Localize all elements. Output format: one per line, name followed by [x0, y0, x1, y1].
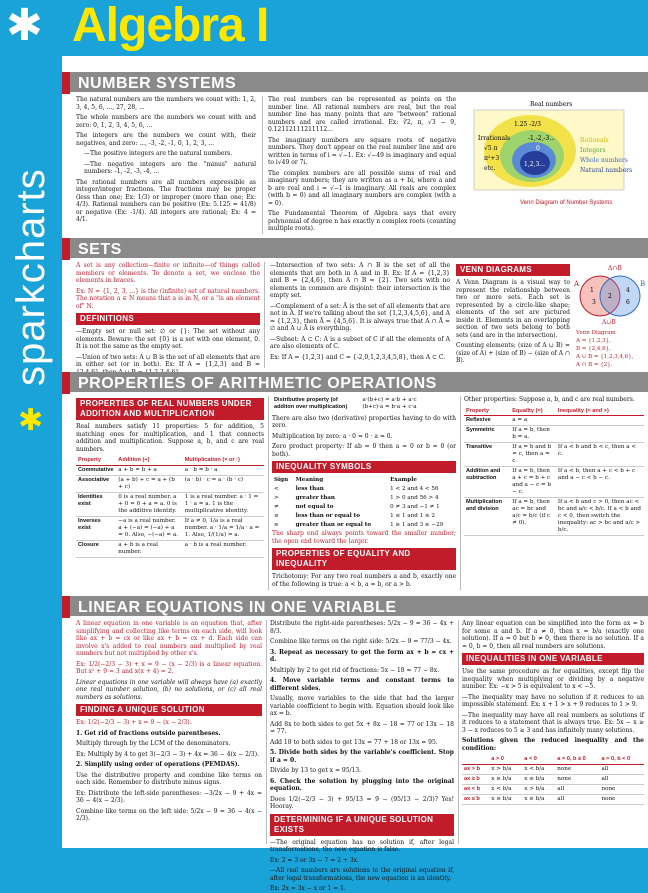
arith-col2: [272, 396, 456, 592]
page-title: Algebra I: [72, 0, 269, 52]
table-row: < less than 1 < 2 and 4 < 56: [274, 486, 439, 493]
th-addition: Addition (+): [116, 456, 182, 465]
ns-real: The real numbers can be represented as points on the number line. All rational numbers are real, but the real number line has many points that are "between" rational numbers and are called irrational. Ex: ∛2, π, √3 − 9, 0.12112111211112...: [268, 96, 456, 133]
venn-col: [456, 262, 570, 370]
step6: 6. Check the solution by plugging into the original equation.: [270, 777, 454, 792]
th-property: Property: [76, 456, 116, 465]
venn-a: A: [574, 280, 580, 288]
venn-cap1: A = {1,2,3},: [576, 338, 611, 344]
table-row: ≥ greater than or equal to 1 ≥ 1 and 3 ≥ −29: [274, 522, 444, 529]
diagram-real-label: Real numbers: [530, 101, 573, 108]
determining-header: DETERMINING IF A UNIQUE SOLUTION EXISTS: [270, 814, 454, 836]
other-props-table: Property Equality (=) Inequality (< and >) Reflexive a = a Symmetric If a = b, then b = a. Transitive If a = b and b = c, then a = c. If a < b and b < c, then a < c. Addition and subtraction If a = b, then a + c = b + c and a − c = b − c. If a < b, then a + c < b + c and a − c < b − c. Multiplication and division If a = b, then ac = bc and a/c = b/c (if c ≠ 0). If a < b and c > 0, then ac < bc and a/c < b/c. If a < b and c < 0, then switch the inequality: ac > bc and a/c > b/c.: [464, 407, 644, 537]
real-props-table: [76, 456, 264, 558]
det-no-sol-ex: Ex: 2 = 3 or 3x − 7 = 2 + 3x.: [270, 856, 359, 864]
table-row: ≠ not equal to 0 ≠ 3 and −1 ≠ 1: [274, 504, 440, 511]
def-subset-ex: Ex: If A = {1,2,3} and C = {-2,0,1,2,3,4,5,8}, then A ⊂ C.: [270, 353, 446, 361]
table-row: > greater than 1 > 0 and 56 > 4: [274, 495, 439, 502]
step1: 1. Get rid of fractions outside parentheses.: [76, 729, 221, 737]
ns-integers: The integers are the numbers we count with, their negatives, and zero: ..., -3, -2, -1, 0, 1, 2, 3, ...: [76, 132, 256, 147]
venn-cap3: A ∪ B = {1,2,3,4,6},: [576, 354, 634, 360]
venn-text: A Venn Diagram is a visual way to represent the relationship between two or more sets. Each set is represented by a circle-like shape; elements of the set are pictured inside it. Elements in an overlapping section of two sets belong to both sets (and are in the intersection).: [456, 279, 570, 339]
step4-text: Usually, move variables to the side that had the larger variable coefficient to begin with. Equation should look like ax = b.: [270, 695, 454, 717]
ineq-table: Sign Meaning Example < less than 1 < 2 and 4 < 56 > greater than 1 > 0 and 56 > 4 ≠ not equal to 0 ≠ 3 and −1 ≠ 1 ≤ less than or equal to 1 ≤ 1 and 1 ≤ 2 ≥ greater than or equal to 1 ≥ 1 and 3 ≥ −29: [272, 476, 456, 530]
venn-cap2: B = {2,4,6},: [576, 346, 611, 352]
lin-ex1: Ex: 1/2(−2/3 − 3) + x = 9 − (x − 2/3) is a linear equation. But x² + 9 = 3 and x(x + 4) = 2.: [76, 660, 262, 675]
irr-etc: etc.: [484, 165, 496, 172]
def-union: —Union of two sets: A ∪ B is the set of all elements that are in either set (or in both). Ex: If A = {1,2,3} and B =: [76, 353, 260, 368]
divider: [264, 262, 265, 368]
table-row: Symmetric If a = b, then b = a.: [464, 426, 644, 443]
ns-complex: The complex numbers are all possible sums of real and imaginary numbers; they are written as a + bi, where a and b are real and i = √−1 is imaginary. All reals are complex (with b = 0) and all imaginary numbers are complex (with a = 0).: [268, 169, 456, 207]
table-row: Identities exist 0 is a real number. a + 0 = 0 + a = a. 0 is the additive identity. 1 is a real number. a · 1 = 1 · a = a. 1 is the multiplicative identity.: [76, 492, 264, 516]
step5: 5. Divide both sides by the variable's coefficient. Stop if a = 0.: [270, 749, 454, 764]
table-row: Addition and subtraction If a = b, then a + c = b + c and a − c = b − c. If a < b, then a + c < b + c and a − c < b − c.: [464, 467, 644, 498]
ns-natural: The natural numbers are the numbers we count with: 1, 2, 3, 4, 5, 6, ..., 27, 28, ...: [76, 96, 256, 111]
header-bar: [0, 0, 648, 56]
arith-col1: [76, 396, 264, 592]
table-row: Inverses exist −a is a real number. a + (−a) = (−a) + a = 0. Also, −(−a) = a. If a ≠ 0, 1/a is a real number. a · 1/a = 1/a · a = 1. Also, 1/(1/a) = a.: [76, 516, 264, 540]
section-header-arith: PROPERTIES OF ARITHMETIC OPERATIONS: [62, 372, 648, 394]
trichotomy: Trichotomy: For any two real numbers a and b, exactly one of the following is true: a < b, a = b, or a > b.: [272, 573, 456, 588]
brand-sidebar: [0, 56, 62, 848]
venn-header: VENN DIAGRAMS: [456, 264, 570, 276]
venn-2: 2: [608, 293, 612, 300]
divider: [262, 96, 263, 234]
venn-bottom: A∪B: [602, 319, 616, 326]
section-header-number-systems: NUMBER SYSTEMS: [62, 72, 648, 94]
def-complement: —Complement of a set: Ā is the set of all elements that are not in A. If we're talking about the set {1,2,3,4,5,6}, and A = {1,2,3}, then Ā = {4,5,6}. It is always true that A ∩ Ā = ∅ and A ∪ Ā is everything.: [270, 302, 450, 332]
real-props-intro: Real numbers satisfy 11 properties: 5 for addition, 5 matching ones for multiplication, and 1 that connects addition and multiplication. Suppose a, b, and c are real numbers.: [76, 423, 264, 453]
asterisk-icon: ✱: [6, 0, 43, 51]
sets-venn-diagram: [572, 262, 648, 370]
rat-examples: 1.25 -2/3: [514, 121, 541, 128]
ineq-symbols-header: INEQUALITY SYMBOLS: [272, 461, 456, 473]
lin-intro: A linear equation in one variable is an equation that, after simplifying and collecting like terms on each side, will look like ax + b = cx or like ax + b = cx + d. Each side can involve x's added to real numbers and multiplied by real numbers but not multiplied by other x's.: [76, 620, 262, 657]
step3: 3. Repeat as necessary to get the form ax + b = cx + d.: [270, 648, 454, 663]
star-icon: ✱: [18, 403, 44, 438]
red-accent: [62, 238, 70, 260]
venn-1: 1: [590, 287, 594, 294]
red-accent: [62, 372, 70, 394]
equality-header: PROPERTIES OF EQUALITY AND INEQUALITY: [272, 548, 456, 570]
nat-examples: 1,2,3...: [524, 161, 545, 168]
table-row: ax ≤ b x ≤ b/a x ≥ b/a all none: [462, 794, 644, 804]
step2-ex2: Combine like terms on the left side: 5/2x − 9 = 36 − 4(x − 2/3).: [76, 807, 262, 822]
lin-col1: [76, 620, 262, 846]
lin-note: Linear equations in one variable will always have (a) exactly one real number solution, (b) no solutions, or (c) all real numbers as solutions.: [76, 678, 262, 701]
venn-cap4: A ∩ B = {2}.: [576, 362, 613, 368]
lin-r5: Solutions given the reduced inequality and the condition:: [462, 737, 644, 752]
lin-ex2: Ex: 1/2(−2/3 − 3) + x = 9 − (x − 2/3).: [76, 719, 192, 726]
table-row: ≤ less than or equal to 1 ≤ 1 and 1 ≤ 2: [274, 513, 435, 520]
lin-r3: —The inequality may have no solution if it reduces to an impossible statement. Ex: x + 1 > x + 9 reduces to 1 > 9.: [462, 693, 644, 708]
number-systems-diagram: [460, 96, 644, 236]
step4-ex2: Add 18 to both sides to get 13x = 77 + 18 or 13x = 95.: [270, 738, 438, 746]
sets-intro-ex: Ex: N = {1, 2, 3, ...} is the (infinite) set of natural numbers. The notation a ∈ N means that a is in N, or a "is an element of" N.: [76, 287, 260, 310]
step4: 4. Move variable terms and constant terms to different sides.: [270, 677, 454, 692]
divider: [268, 396, 269, 590]
ns-fta: The Fundamental Theorem of Algebra says that every polynomial of degree n has exactly n complex roots (counting multiple roots).: [268, 210, 456, 232]
step2-ex: Ex: Distribute the left-side parentheses: −3/2x − 9 + 4x = 36 − 4(x − 2/3).: [76, 789, 262, 804]
diagram-caption: Venn Diagram of Number Systems: [520, 200, 613, 206]
det-all-ex: Ex: 2x = 3x − x or 1 = 1.: [270, 885, 346, 892]
ns-col2: [268, 96, 456, 236]
ineq-one-var-header: INEQUALITIES IN ONE VARIABLE: [462, 653, 644, 665]
step1-text: Multiply through by the LCM of the denominators.: [76, 740, 231, 747]
step2: 2. Simplify using order of operations (PEMDAS).: [76, 761, 240, 768]
ns-rational: The rational numbers are all numbers expressible as integer/integer fractions. The fractions may be proper (less than one; Ex: 1/3) or improper (more than one; Ex: 4/3). Rational numbers can be positive (Ex: 5.125 = 41/8) or negative (Ex: -1/4). All integers are rational; Ex: 4 = 4/1.: [76, 178, 256, 223]
section-header-linear: LINEAR EQUATIONS IN ONE VARIABLE: [62, 596, 648, 618]
det-all: —All real numbers are solutions to the original equation if, after legal transformations, the new equation is an identity.: [270, 867, 454, 882]
arith-col3: [464, 396, 644, 592]
def-subset: —Subset: A ⊂ C: A is a subset of C if all the elements of A are also elements of C.: [270, 335, 450, 350]
definitions-header: DEFINITIONS: [76, 313, 260, 325]
divider: [460, 396, 461, 590]
counting-text: Counting elements: (size of A ∪ B) = (size of A) + (size of B) − (size of A ∩ B).: [456, 342, 570, 364]
ns-whole: The whole numbers are the numbers we count with and zero: 0, 1, 2, 3, 4, 5, 6, ...: [76, 114, 256, 129]
step2-text: Use the distributive property and combine like terms on each side. Remember to distribute minus signs.: [76, 771, 262, 786]
irrationals-label: Irrationals: [478, 135, 511, 142]
table-row: Multiplication and division If a = b, then ac = bc and a/c = b/c (if c ≠ 0). If a < b and c > 0, then ac < bc and a/c < b/c. If a < b and c < 0, then switch the inequality: ac > bc and a/c > b/c.: [464, 498, 644, 536]
step5-ex: Divide by 13 to get x = 95/13.: [270, 767, 362, 774]
set-b-circle: [600, 276, 640, 316]
def-empty: —Empty set or null set: ∅ or {}: The set without any elements. Beware: the set {0} is a set with one element, 0. It is not the same as the empty set.: [76, 328, 260, 350]
venn-3: 3: [592, 299, 596, 306]
lin-col3: [462, 620, 644, 846]
divider: [266, 620, 267, 844]
solutions-table: a > 0 a < 0 a = 0, b ≥ 0 a = 0, b < 0 ax > b x > b/a x < b/a none all ax ≥ b x ≥ b/a x ≤ b/a none all ax < b x < b/a x > b/a all none ax ≤ b x ≤ b/a x ≥ b/a all none: [462, 755, 644, 805]
other-props: Other properties: Suppose a, b, and c are real numbers.: [464, 396, 635, 403]
step4-ex: Add 8x to both sides to get 5x + 8x − 18 = 77 or 13x − 18 = 77.: [270, 720, 454, 735]
det-no-sol: —The original equation has no solution if, after legal transformations, the new equation is false.: [270, 838, 454, 853]
legend-integers: Integers: [580, 147, 606, 154]
red-accent: [62, 596, 70, 618]
table-row: Reflexive a = a: [464, 416, 644, 426]
legend-natural: Natural numbers: [580, 167, 633, 174]
venn-b: B: [640, 280, 646, 288]
real-props-header: PROPERTIES OF REAL NUMBERS UNDER ADDITION AND MULTIPLICATION: [76, 398, 264, 420]
ns-col1: [76, 96, 256, 236]
th-multiplication: Multiplication (× or ·): [183, 456, 264, 465]
red-accent: [62, 72, 70, 94]
dist-table: Distributive property (of additon over multiplication) a·(b+c) = a·b + a·c (b+c)·a = b·a + c·a: [274, 397, 417, 410]
venn-top: A∩B: [608, 265, 622, 272]
table-row: ax > b x > b/a x < b/a none all: [462, 764, 644, 774]
table-row: Commutative a + b = b + a a · b = b · a: [76, 465, 264, 475]
sets-col1: [76, 262, 260, 370]
finding-header: FINDING A UNIQUE SOLUTION: [76, 704, 262, 716]
lin-r4: —The inequality may have all real numbers as solutions if it reduces to a statement that is always true. Ex: 5x − x ≥ 3 − x reduces to 5 ≥ 3 and has infinitely many solutions.: [462, 711, 644, 734]
zero-product: Zero product property: If ab = 0 then a = 0 or b = 0 (or both).: [272, 443, 456, 458]
legend-whole: Whole numbers: [580, 157, 628, 164]
divider: [458, 620, 459, 844]
ns-imaginary: The imaginary numbers are square roots of negative numbers. They don't appear on the real number line and are written in terms of i = √−1. Ex: √−49 is imaginary and equal to i√49 or 7i.: [268, 136, 456, 166]
ineq-note: The sharp end always points toward the smaller number; the open end toward the larger.: [272, 530, 456, 545]
lin-m1: Distribute the right-side parentheses: 5/2x − 9 = 36 − 4x + 8/3.: [270, 620, 454, 635]
brand-text: sparkcharts: [9, 168, 53, 386]
table-row: ax < b x < b/a x > b/a all none: [462, 784, 644, 794]
lin-col2: [270, 620, 454, 892]
step3-ex: Multiply by 2 to get rid of fractions: 5x − 18 = 77 − 8x.: [270, 666, 440, 674]
lin-r1: Any linear equation can be simplified into the form ax = b for some a and b. If a ≠ 0, then x = b/a (exactly one solution). If a = 0 but b ≠ 0, then there is no solution. If a = 0, b = 0, then all real numbers are solutions.: [462, 620, 644, 650]
ns-neg: —The negative integers are the "minus" natural numbers: -1, -2, -3, -4, ...: [84, 160, 256, 175]
irr-examples: √5 π: [484, 145, 498, 152]
ns-pos: —The positive integers are the natural numbers.: [84, 150, 233, 157]
sets-col2: [270, 262, 450, 370]
lin-m2: Combine like terms on the right side: 5/2x − 9 = 77/3 − 4x.: [270, 638, 452, 645]
zero-label: 0: [536, 145, 540, 152]
step6-ex: Does 1/2(−2/3 − 3) + 95/13 = 9 − (95/13 − 2/3)? Yes! Hooray.: [270, 795, 454, 810]
venn-6: 6: [626, 299, 630, 306]
table-row: Closure a + b is a real number. a · b is a real number.: [76, 540, 264, 557]
derived-props: There are also two (derivative) properties having to do with zero.: [272, 414, 456, 430]
legend-rationals: Rationals: [580, 137, 609, 144]
lin-r2: Use the same procedure as for equalities, except flip the inequality when multiplying or dividing by a negative number. Ex: −x > 5 is equivalent to x < −5.: [462, 668, 644, 690]
int-examples: -1,-2,-3...: [528, 135, 556, 142]
irr-examples2: π²+3: [484, 155, 500, 162]
table-row: Transitive If a = b and b = c, then a = c. If a < b and b < c, then a < c.: [464, 443, 644, 467]
venn-4: 4: [626, 287, 630, 294]
mult-zero: Multiplication by zero: a · 0 = 0 · a = 0.: [272, 432, 393, 440]
step1-ex: Ex: Multiply by 4 to get 3(−2/3 − 3) + 4x = 36 − 4(x − 2/3).: [76, 750, 259, 758]
section-header-sets: SETS: [62, 238, 648, 260]
venn-cap0: Venn Diagram: [576, 330, 616, 336]
sets-intro: A set is any collection—finite or infinite—of things called members or elements. To denote a set, we enclose the elements in braces.: [76, 262, 260, 284]
table-row: ax ≥ b x ≥ b/a x ≤ b/a none all: [462, 774, 644, 784]
def-intersection: —Intersection of two sets: A ∩ B is the set of all the elements that are both in A and in B. Ex: If A = {1,2,3} and B = {2,4,6}, then A ∩ B = {2}. Two sets with no elements in common are disjoint: their intersection is the empty set.: [270, 262, 450, 299]
table-row: Associative (a + b) + c = a + (b + c) (a · b) · c = a · (b · c): [76, 475, 264, 492]
